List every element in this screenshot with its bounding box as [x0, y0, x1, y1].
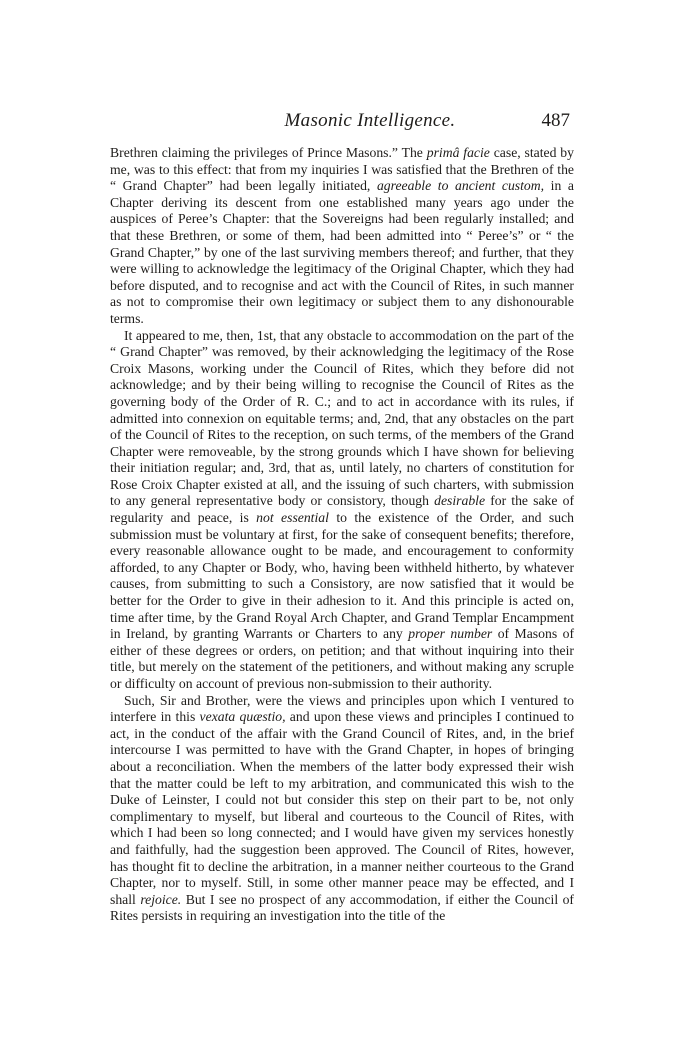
text-run: to the existence of the Order, and such submission must be voluntary at first, for the sake of consequent benefits; therefore, every reasonable allowance ought to be made, and encouragement to conformity afforded, to any Chapter or Body, who, having been withheld hitherto, by whatever causes, from submitting to such a Consistory, are now satisfied that it would be better for the Order to give in their adhesion to it. And this principle is acted on, time after time, by the Grand Royal Arch Chapter, and Grand Templar Encampment in Ireland, by granting Warrants or Charters to any [110, 510, 574, 642]
text-run: for the sake of regularity and peace, is [110, 493, 574, 526]
text-run: case, stated by me, was to this effect: that from my inquiries I was satisfied that the Brethren of the “ Grand Chapter” had been legally initiated, [110, 145, 574, 194]
emphasis-text: agreeable to ancient custom, [376, 178, 545, 194]
paragraph-3 [110, 693, 574, 925]
emphasis-text: proper number [408, 626, 493, 642]
text-run: and upon these views and principles I continued to act, in the conduct of the affair with the Grand Council of Rites, and, in the brief intercourse I was permitted to have with the Grand Chapter, in hopes of bringing about a reconciliation. When the members of the latter body expressed their wish that the matter could be left to my arbitration, and communicated this wish to the Duke of Leinster, I could not but consider this step on their part to be, not only complimentary to myself, but liberal and courteous to the Council of Rites, with which I had been so long connected; and I would have given my services honestly and faithfully, had the suggestion been approved. The Council of Rites, however, has thought fit to decline the arbitration, in a manner neither courteous to the Grand Chapter, nor to myself. Still, in some other manner peace may be effected, and I shall [110, 709, 574, 907]
running-head: Masonic Intelligence. [284, 110, 456, 131]
text-run: It appeared to me, then, 1st, that any obstacle to accommodation on the part of the “ Grand Chapter” was removed, by their acknowledging the legitimacy of the Rose Croix Masons, working under the Council of Rites, which they before did not acknowledge; and by their being willing to recognise the Council of Rites as the governing body of the Order of R. C.; and to act in accordance with its rules, if admitted into connexion on equitable terms; and, 2nd, that any obstacles on the part of the Council of Rites to the reception, on such terms, of the members of the Grand Chapter were removeable, by the strong grounds which I have shown for believing their initiation regular; and, 3rd, that as, until lately, no charters of constitution for Rose Croix Chapter existed at all, and the issuing of such charters, with submission to any general representative body or consistory, though [110, 327, 574, 509]
emphasis-text: not essential [256, 510, 329, 526]
emphasis-text: vexata quæstio, [199, 709, 286, 725]
emphasis-text: rejoice. [140, 891, 182, 907]
text-run: in a Chapter deriving its descent from one established many years ago under the auspices of Peree’s Chapter: that the Sovereigns had been regularly installed; and that these Brethren, or some of them, had been admitted into “ Peree’s” or “ the Grand Chapter,” by one of the last surviving members thereof; and further, that they were willing to acknowledge the legitimacy of the Original Chapter, which they had before disputed, and to recognise and act with the Council of Rites, in such manner as not to compromise their own legitimacy or subject them to any dishonourable terms. [110, 178, 574, 326]
text-run: Brethren claiming the privileges of Prince Masons.” The [110, 145, 427, 160]
emphasis-text: primâ facie [426, 145, 490, 160]
page-header [110, 110, 574, 136]
page-number: 487 [541, 110, 570, 131]
text-run: Such, Sir and Brother, were the views and principles upon which I ventured to interfere in this [110, 692, 574, 725]
paragraph-2 [110, 328, 574, 693]
text-run: of Masons of either of these degrees or orders, on petition; and that without inquiring into their title, but merely on the statement of the petitioners, and without making any scruple or difficulty on account of previous non-submission to their authority. [110, 626, 575, 691]
emphasis-text: desirable [434, 493, 486, 509]
body-text [110, 145, 574, 925]
text-run: But I see no prospect of any accommodation, if either the Council of Rites persists in requiring an investigation into the title of the [110, 891, 574, 924]
paragraph-1 [110, 145, 574, 328]
